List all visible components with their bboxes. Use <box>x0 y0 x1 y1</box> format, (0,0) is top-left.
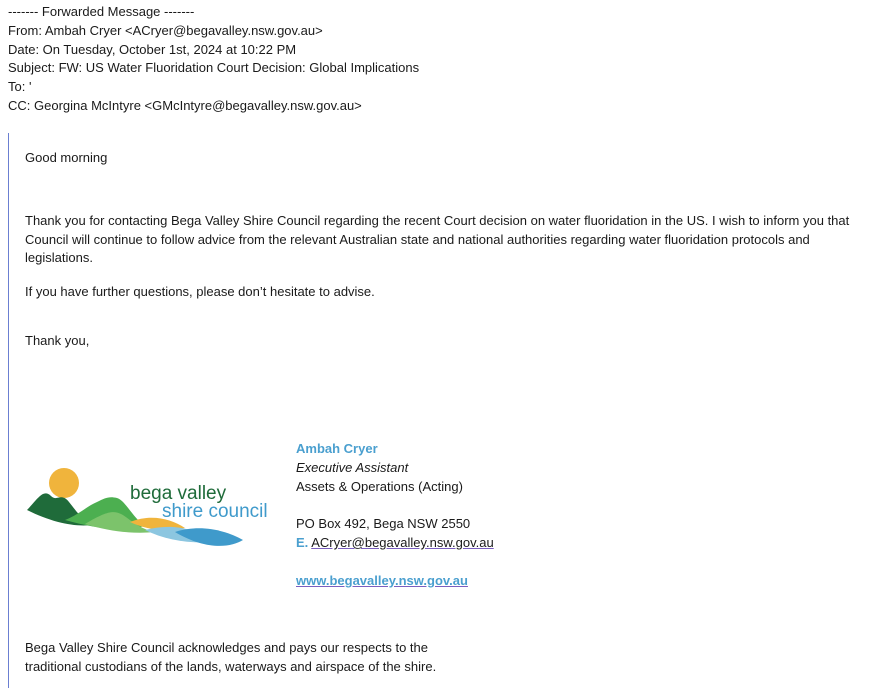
bega-valley-logo <box>25 462 280 557</box>
signature-email-row <box>296 535 494 550</box>
acknowledgement-line-2: traditional custodians of the lands, waterways and airspace of the shire. <box>25 659 437 674</box>
acknowledgement <box>25 638 870 676</box>
body-paragraph-2: If you have further questions, please don’t hesitate to advise. <box>25 284 375 299</box>
logo-line-1: bega valley <box>130 483 227 504</box>
message-header <box>8 3 419 116</box>
signature-title: Executive Assistant <box>296 460 409 475</box>
logo-blue-wave-icon <box>175 528 243 546</box>
email-label: E. <box>296 535 309 550</box>
acknowledgement-line-1: Bega Valley Shire Council acknowledges and pays our respects to the <box>25 640 428 655</box>
logo-sun-icon <box>49 468 79 498</box>
date-line: Date: On Tuesday, October 1st, 2024 at 10:22 PM <box>8 41 297 57</box>
to-line: To: ' <box>8 79 32 95</box>
closing: Thank you, <box>25 333 90 348</box>
signature-department: Assets & Operations (Acting) <box>296 479 463 494</box>
email-link[interactable]: ACryer@begavalley.nsw.gov.au <box>311 535 494 550</box>
signature-address: PO Box 492, Bega NSW 2550 <box>296 516 471 531</box>
cc-line: CC: Georgina McIntyre <GMcIntyre@begavalley.nsw.gov.au> <box>8 97 362 113</box>
body-paragraph-1: Thank you for contacting Bega Valley Shire Council regarding the recent Court decision on water fluoridation in the US. I wish to inform you that Council will continue to follow advice from the relevant Australian state and national authorities regarding water fluoridation protocols and legislations. <box>25 213 850 266</box>
quote-bar <box>8 133 9 688</box>
greeting: Good morning <box>25 150 108 165</box>
website-link[interactable]: www.begavalley.nsw.gov.au <box>296 573 468 588</box>
signature-name: Ambah Cryer <box>296 441 378 456</box>
from-line: From: Ambah Cryer <ACryer@begavalley.nsw.gov.au> <box>8 22 323 38</box>
website-row <box>296 573 468 588</box>
logo-line-2: shire council <box>162 501 268 522</box>
forwarded-banner: ------- Forwarded Message ------- <box>8 4 195 19</box>
subject-line: Subject: FW: US Water Fluoridation Court Decision: Global Implications <box>8 60 420 76</box>
